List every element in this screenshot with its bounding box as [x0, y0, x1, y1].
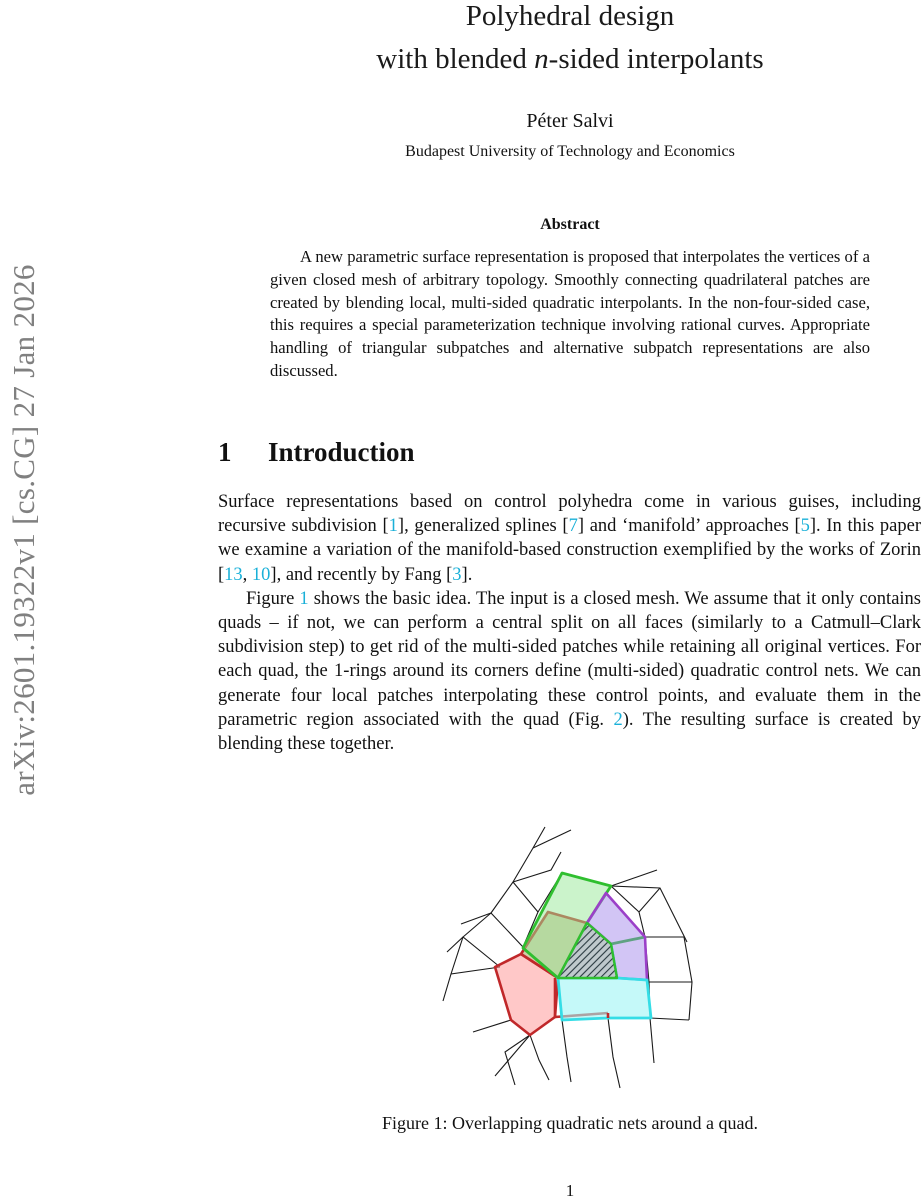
- author-name: Péter Salvi: [526, 110, 614, 132]
- section-number: 1: [218, 437, 232, 467]
- section-heading: [218, 437, 415, 468]
- paper-title-line-2: [200, 41, 922, 79]
- citation-link[interactable]: 3: [452, 564, 462, 585]
- title-text-pre: with blended: [376, 43, 535, 75]
- figure-reference-link[interactable]: 1: [299, 588, 309, 609]
- citation-link[interactable]: 5: [800, 516, 810, 537]
- page-number: 1: [565, 1181, 575, 1200]
- p1-text-5: ,: [242, 564, 252, 585]
- paragraph-2: [218, 587, 921, 756]
- p1-text-1: Surface representations based on control polyhedra come in various guises, including recursive subdivision [: [218, 492, 921, 537]
- p1-text-4: ]. In this paper we examine a variation of the manifold-based construction exemplified by the works of Zorin [: [218, 516, 921, 585]
- abstract-heading: Abstract: [540, 216, 600, 233]
- p1-text-6: ], and recently by Fang [: [270, 564, 453, 585]
- p2-text-1: Figure: [246, 588, 300, 609]
- p2-text-3: ). The resulting surface is created by blending these together.: [218, 709, 922, 755]
- figure-reference-link[interactable]: 2: [613, 709, 623, 730]
- p1-text-2: ], generalized splines [: [397, 516, 569, 537]
- figure-1-caption: Figure 1: Overlapping quadratic nets around a quad.: [382, 1113, 758, 1133]
- paragraph-1: [218, 490, 921, 587]
- citation-link[interactable]: 10: [251, 564, 271, 585]
- arxiv-identifier-text: arXiv:2601.19322v1 [cs.CG] 27 Jan 2026: [6, 264, 41, 796]
- abstract-text: A new parametric surface representation is proposed that interpolates the vertices of a given closed mesh of arbitrary topology. Smoothly connecting quadrilateral patches are created by blending local, multi-sided quadratic interpolants. In the non-four-sided case, this requires a special parameterization technique involving rational curves. Appropriate handling of triangular subpatches and alternative subpatch representations are also discussed.: [270, 247, 870, 380]
- author-affiliation: Budapest University of Technology and Economics: [405, 143, 735, 160]
- body-text: [218, 490, 921, 756]
- citation-link[interactable]: 13: [224, 564, 243, 585]
- section-title: Introduction: [268, 437, 415, 467]
- citation-link[interactable]: 1: [388, 516, 398, 537]
- p1-text-7: ].: [461, 564, 473, 585]
- citation-link[interactable]: 7: [568, 516, 578, 537]
- p2-text-2: shows the basic idea. The input is a closed mesh. We assume that it only contains quads – if not, we can perform a central split on all faces (similarly to a Catmull–Clark subdivision step) to get rid of the multi-sided patches while retaining all original vertices. For each quad, the 1-rings around its corners define (multi-sided) quadratic control nets. We can generate four local patches interpolating these control points, and evaluate them in the parametric region associated with the quad (Fig.: [218, 588, 921, 730]
- paper-title-line-1: Polyhedral design: [465, 0, 675, 32]
- figure-1: [425, 820, 700, 1095]
- title-variable-n: n: [534, 43, 549, 75]
- abstract-body: [270, 246, 870, 383]
- title-text-post: -sided interpolants: [548, 43, 764, 75]
- p1-text-3: ] and ‘manifold’ approaches [: [577, 516, 801, 537]
- figure-1-diagram: [425, 820, 700, 1095]
